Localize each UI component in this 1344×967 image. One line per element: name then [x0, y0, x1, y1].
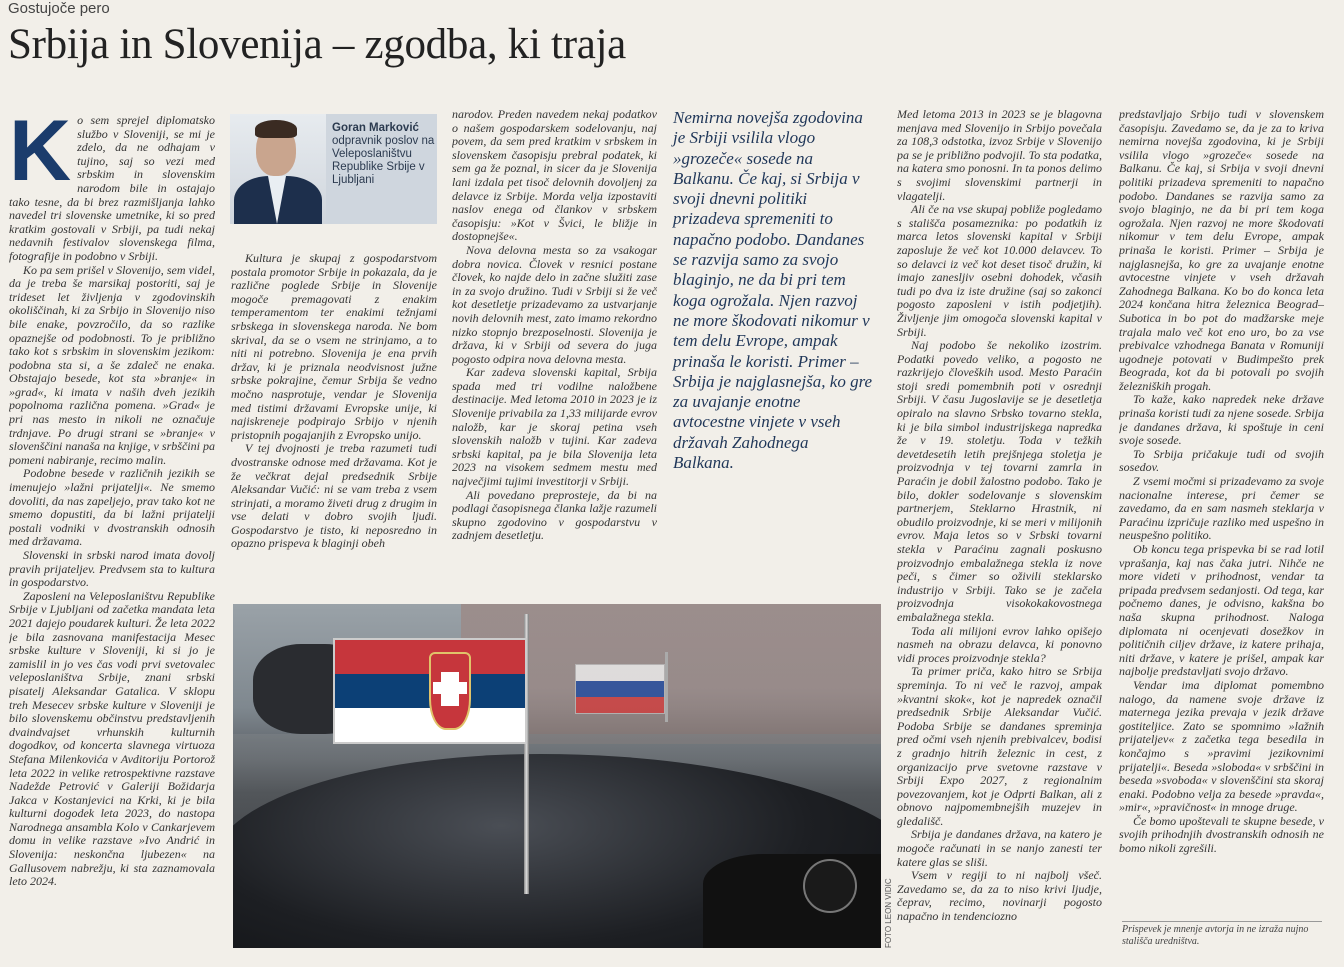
column-6-paragraph: Ob koncu tega prispevka bi se rad lotil vprašanja, kaj nas čaka jutri. Nihče ne more videti v prihodnost, vendar ta pripada predvsem sedanjosti. Od tega, kar počnemo danes, je odvisno, kakšna bo naša skupna prihodnost. Naloga diplomata ni ocenjevati dosežkov in političnih ciljev države, iz katere prihaja, niti države, v katere je prišel, ampak kar najbolje predstavljati svojo državo.: [1119, 542, 1324, 679]
author-portrait: [230, 114, 326, 224]
article-column-2: [231, 252, 437, 577]
column-1-paragraph: Podobne besede v različnih jezikih se imenujejo »lažni prijatelji«. Ne smemo dovoliti, da nas zapeljejo, prav tako kot ne smemo dopustiti, da bi lažni prijatelji postali vodniki v dvostranskih odnosih med državama.: [9, 466, 215, 549]
article-column-6: [1119, 108, 1324, 914]
car-logo-icon: [803, 859, 857, 913]
disclaimer-note: Prispevek je mnenje avtorja in ne izraža nujno stališča uredništva.: [1122, 921, 1322, 948]
column-3-paragraph: Ali povedano preprosteje, da bi na podlagi časopisnega članka lažje razumeli skupno zgodovino v gospodarstvu v zadnjem desetletju.: [452, 487, 657, 543]
photo-credit: FOTO LEON VIDIC: [884, 878, 893, 948]
column-1-paragraph: Ko sem sprejel diplomatsko službo v Sloveniji, se mi je zdelo, da ne odhajam v tujino, saj so vezi med srbskim in slovenskim narodom bile in ostajajo tako tesne, da bi brez razmišljanja lahko navedel tri slovenske umetnike, ki so pred kratkim gostovali v Srbiji, pa tudi nekaj nedavnih festivalov slovenskega filma, fotografije in podobno v Srbiji.: [9, 114, 215, 263]
column-5-paragraph: Ali če na vse skupaj pobliže pogledamo s stališča posameznika: po podatkih iz marca letos slovenski kapital v Srbiji zaposluje že več kot 10.000 delavcev. To so delavci iz več kot deset tisoč družin, ki imajo zanesljiv osebni dohodek, včasih tudi po dva iz iste družine (saj so zakonci pogosto zaposleni v istih podjetjih). Življenje jim omogoča slovenski kapital v Srbiji.: [897, 202, 1102, 339]
column-2-paragraph: Kultura je skupaj z gospodarstvom postala promotor Srbije in pokazala, da je različne poglede Srbije in Slovenije mogoče premagovati z enakim temperamentom ter enakimi težnjami srbskega in slovenskega naroda. Ne bom skrival, da se o vsem ne strinjamo, a to niti ni potrebno. Slovenija je ena prvih držav, ki je priznala neodvisnost južne srbske pokrajine, čemur Srbija še vedno močno nasprotuje, vendar je Slovenija med tistimi državami Evropske unije, ki najiskreneje podpirajo Srbijo v njenih pristopnih pogajanjih z Evropsko unijo.: [231, 252, 437, 442]
column-5-paragraph: Vsem v regiji to ni najbolj všeč. Zavedamo se, da za to niso krivi ljudje, čeprav, recimo, novinarji pogosto napačno in tendenciozno: [897, 868, 1102, 924]
article-photo: [233, 604, 881, 948]
column-3-paragraph: narodov. Preden navedem nekaj podatkov o našem gospodarskem sodelovanju, naj povem, da sem pred kratkim v srbskem in slovenskem časopisju prebral podatek, ki sem ga že poznal, in sicer da je Slovenija lani izdala pet tisoč delovnih dovoljenj za delavce iz Srbije. Morda velja izpostaviti naslov enega od člankov v srbskem časopisju: »Kot v Švici, le bližje in dostopnejše«.: [452, 108, 657, 244]
author-role: odpravnik poslov na Veleposlaništvu Republike Srbije v Ljubljani: [332, 135, 435, 186]
column-5-paragraph: Naj podobo še nekoliko izostrim. Podatki povedo veliko, a pogosto ne razkrijejo človeških usod. Mesto Paraćin stoji sredi pomembnih poti v osrednji Srbiji. V času Jugoslavije se je desetletja opiralo na slavno Srbsko tovarno stekla, ki je bila simbol industrijskega napredka že v 19. stoletju. Toda v težkih devetdesetih letih prejšnjega stoletja je proizvodnja v tej tovarni zamrla in Paraćin je dobil žalostno podobo. Tako je bilo, dokler sodelovanje s slovenskim partnerjem, Steklarno Hrastnik, ni obudilo proizvodnje, ki se meri v milijonih evrov. Maja letos so v Srbski tovarni stekla v Paraćinu zagnali poskusno proizvodnjo embalažnega stekla iz nove peči, s čimer so oživili steklarsko industrijo v Srbiji. Tako se je začela proizvodnja visokokakovostnega embalažnega stekla.: [897, 338, 1102, 624]
column-5-paragraph: Srbija je dandanes država, na katero je mogoče računati in se nanjo zanesti ter katere glas se sliši.: [897, 827, 1102, 869]
column-5-paragraph: Ta primer priča, kako hitro se Srbija spreminja. To ni več le razvoj, ampak »kvantni skok«, kot je napredek označil predsednik Srbije Aleksandar Vučić. Podoba Srbije se dandanes spreminja pred očmi vseh njenih prebivalcev, bodisi z gradnjo hitrih železnic in cest, z organizacijo prve svetovne razstave v Srbiji Expo 2027, z regionalnim povezovanjem, kot je Odprti Balkan, ali z obnovo najpomembnejših muzejev in gledališč.: [897, 664, 1102, 828]
author-box: [230, 114, 437, 224]
article-column-1: [9, 114, 215, 954]
article-column-5: [897, 108, 1102, 954]
author-info: [332, 122, 436, 187]
section-kicker: Gostujoče pero: [8, 0, 110, 17]
column-6-paragraph: Z vsemi močmi si prizadevamo za svoje nacionalne interese, pri čemer se zavedamo, da en sam nasmeh steklarja v Paraćinu izpričuje razliko med uspešno in neuspešno politiko.: [1119, 474, 1324, 543]
coat-of-arms-icon: [429, 652, 471, 730]
column-6-paragraph: Vendar ima diplomat pomembno nalogo, da namene svoje države iz maternega jezika prevaja v jezik države gostiteljice. Zato se spomnimo »lažnih prijateljev« z začetka tega besedila in končajmo s »pravimi jezikovnimi prijatelji«. Beseda »sloboda« v srbščini in beseda »svoboda« v slovenščini sta skoraj enaki. Podobno velja za besede »pravda«, »mir«, »pravičnost« in mnoge druge.: [1119, 677, 1324, 815]
column-5-paragraph: Toda ali milijoni evrov lahko opišejo nasmeh na obrazu delavca, ki ponovno vidi proces proizvodnje stekla?: [897, 623, 1102, 665]
serbian-flag-icon: [333, 638, 527, 744]
article-headline: Srbija in Slovenija – zgodba, ki traja: [8, 21, 626, 68]
author-name: Goran Marković: [332, 122, 419, 134]
column-3-paragraph: Nova delovna mesta so za vsakogar dobra novica. Človek v resnici postane človek, ko najde delo in začne služiti zase in za svojo družino. Tudi v Srbiji si že več kot desetletje prizadevamo za ustvarjanje novih delovnih mest, zato imamo rekordno nizko stopnjo brezposelnosti. Slovenija je država, ki v Srbiji od severa do juga pogosto odpira nova delovna mesta.: [452, 242, 657, 366]
column-6-paragraph: To kaže, kako napredek neke države prinaša koristi tudi za njene sosede. Srbija je dandanes država, ki spoštuje in ceni svoje sosede.: [1119, 392, 1324, 448]
column-2-paragraph: V tej dvojnosti je treba razumeti tudi dvostranske odnose med državama. Kot je že večkrat dejal predsednik Srbije Aleksandar Vučić: ni se vam treba z vsem strinjati, a moramo živeti drug z drugim in vse delati v dobro svojih ljudi. Gospodarstvo je tisto, ki neposredno in opazno prispeva k blaginji obeh: [231, 441, 437, 551]
pull-quote: Nemirna novejša zgodovina je Srbiji vsilila vlogo »grozeče« sosede na Balkanu. Če kaj, si Srbija v svoji dnevni politiki prizadeva spremeniti to napačno podobo. Dandanes se razvija samo za svojo blaginjo, ne da bi pri tem koga ogrožala. Njen razvoj ne more škodovati nikomur v tem delu Evrope, ampak prinaša le koristi. Primer – Srbija je najglasnejša, ko gre za uvajanje enotne avtocestne vinjete v vseh državah Zahodnega Balkana.: [673, 108, 873, 473]
drop-cap: K: [9, 114, 72, 199]
column-3-paragraph: Kar zadeva slovenski kapital, Srbija spada med tri vodilne naložbene destinacije. Med letoma 2010 in 2023 je iz Slovenije privabila za 1,33 milijarde evrov naložb, kar je skoraj petina vseh slovenskih naložb v tujini. Kar zadeva srbski kapital, pa je bila Slovenija leta 2023 na visokem sedmem mestu med največjimi tujimi investitorji v Srbiji.: [452, 365, 657, 489]
column-6-paragraph: Če bomo upoštevali te skupne besede, v svojih prihodnjih dvostranskih odnosih ne bomo nikoli zgrešili.: [1119, 813, 1324, 856]
column-1-paragraph: Ko pa sem prišel v Slovenijo, sem videl, da je treba še marsikaj postoriti, saj je trideset let življenja v zgodovinskih okoliščinah, ki za Srbijo in Slovenijo niso bile enake, povzročilo, da so razlike opaznejše od podobnosti. To je približno tako kot s srbskim in slovenskim jezikom: podobna sta si, a še zdaleč ne enaka. Obstajajo besede, kot sta »branje« in »grad«, ki imata v naših dveh jezikih popolnoma različna pomena. »Grad« je pri nas mesto in nikoli ne označuje trdnjave. Po drugi strani se »branje« v slovenščini nanaša na knjige, v srbščini pa pomeni nabiranje, recimo malin.: [9, 262, 215, 467]
column-1-paragraph: Zaposleni na Veleposlaništvu Republike Srbije v Ljubljani od začetka mandata leta 2021 dajejo poudarek kulturi. Že leta 2022 je bila zasnovana manifestacija Mesec srbske kulture v Sloveniji, ki si jo je zamislil in jo ves čas vodi prvi svetovalec veleposlaništva Srbije, znani srbski pisatelj Aleksandar Gatalica. V sklopu treh Mesecev srbske kulture v Sloveniji je bilo slovenskemu občinstvu predstavljenih dvaindvajset vrhunskih kulturnih dogodkov, od koncerta slavnega virtuoza Stefana Milenkovića v Avditoriju Portorož leta 2022 in velike retrospektivne razstave Nadežde Petrović v Galeriji Božidarja Jakca v Kostanjevici na Krki, ki je bila kulturni dogodek leta 2023, do nastopa Narodnega ansambla Kolo v Cankarjevem domu in velike razstave »Ivo Andrić in Slovenija: neskončna ljubezen« na Gallusovem nabrežju, ki sta zaznamovala leto 2024.: [9, 588, 215, 889]
column-5-paragraph: Med letoma 2013 in 2023 se je blagovna menjava med Slovenijo in Srbijo povečala za 108,3 odstotka, izvoz Srbije v Slovenijo pa se je približno podvojil. To sta podatka, na katera smo ponosni. In ta ponos delimo s svojimi slovenskimi partnerji in vlagatelji.: [897, 108, 1102, 203]
slovenian-flag-icon: [575, 664, 665, 714]
article-column-3: [452, 108, 657, 576]
column-1-paragraph: Slovenski in srbski narod imata dovolj pravih prijateljev. Predvsem sta to kultura in gospodarstvo.: [9, 548, 215, 590]
column-6-paragraph: predstavljajo Srbijo tudi v slovenskem časopisju. Zavedamo se, da je za to kriva nemirna novejša zgodovina, ki je Srbiji vsilila vlogo »grozeče« sosede na Balkanu. Če kaj, si Srbija v svoji dnevni politiki prizadeva spremeniti to napačno podobo. Dandanes se razvija samo za svojo blaginjo, ne da bi pri tem koga ogrožala. Njen razvoj ne more škodovati nikomur v tem delu Evrope, ampak prinaša le koristi. Primer – Srbija je najglasnejša, ko gre za uvajanje enotne avtocestne vinjete v vseh državah Zahodnega Balkana. Ko bo do konca leta 2024 končana hitra železnica Beograd–Subotica in bo pot do madžarske meje trajala malo več kot eno uro, bo za vse prebivalce vzhodnega Banata v Romuniji ugodneje potovati v Budimpešto prek Beograda, kot da bi potovali po svojih železniških progah.: [1119, 108, 1324, 393]
column-6-paragraph: To Srbija pričakuje tudi od svojih sosedov.: [1119, 446, 1324, 475]
